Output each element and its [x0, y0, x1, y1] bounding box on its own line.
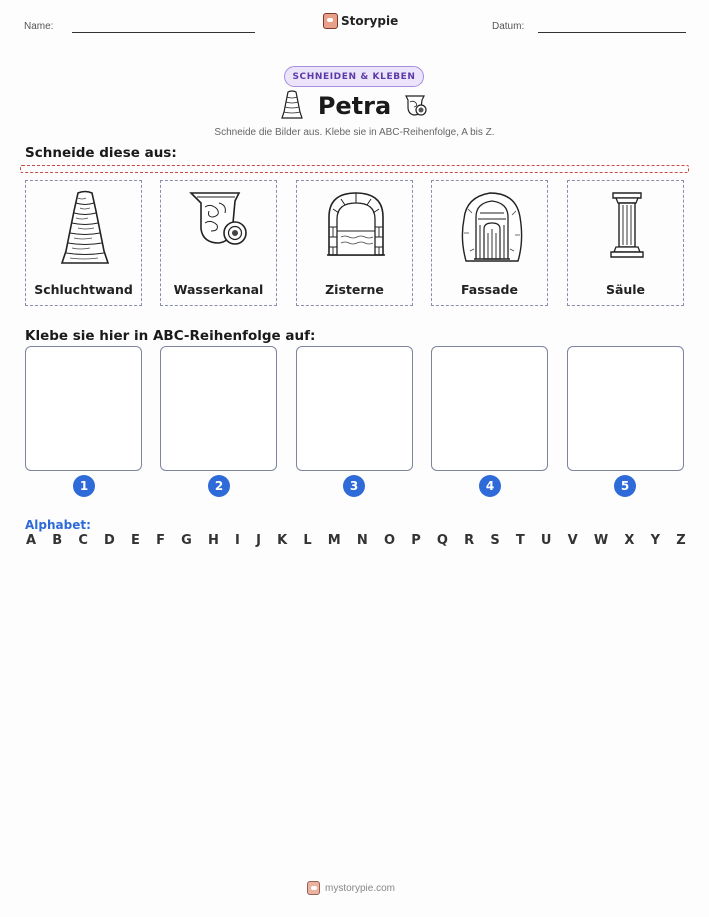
- column-icon: [596, 189, 658, 261]
- paste-section-heading: Klebe sie hier in ABC-Reihenfolge auf:: [25, 328, 316, 344]
- alphabet-letter: X: [624, 533, 635, 548]
- instructions: Schneide die Bilder aus. Klebe sie in ABC-Reihenfolge, A bis Z.: [214, 127, 495, 138]
- paste-box-1[interactable]: [25, 346, 142, 471]
- alphabet-letter: G: [181, 533, 192, 548]
- alphabet-letter: V: [567, 533, 578, 548]
- alphabet-letter: N: [356, 533, 368, 548]
- cut-card-schluchtwand[interactable]: [25, 180, 142, 306]
- paste-box-3[interactable]: [296, 346, 413, 471]
- water-channel-icon: [189, 189, 251, 259]
- cistern-icon: [325, 189, 387, 261]
- alphabet-letter: B: [52, 533, 63, 548]
- alphabet-letter: M: [327, 533, 341, 548]
- activity-badge: SCHNEIDEN & KLEBEN: [284, 66, 424, 87]
- slot-number: 5: [614, 475, 636, 497]
- cut-card-zisterne[interactable]: [296, 180, 413, 306]
- alphabet-letter: I: [235, 533, 240, 548]
- alphabet-letter: L: [303, 533, 312, 548]
- alphabet-letter: E: [131, 533, 140, 548]
- cut-card-fassade[interactable]: [431, 180, 548, 306]
- paste-box-5[interactable]: [567, 346, 684, 471]
- cut-card-saeule[interactable]: [567, 180, 684, 306]
- name-line[interactable]: [72, 32, 255, 33]
- alphabet-letter: C: [78, 533, 88, 548]
- cut-card-wasserkanal[interactable]: [160, 180, 277, 306]
- card-label: Fassade: [461, 282, 518, 297]
- brand-name: Storypie: [341, 14, 399, 28]
- alphabet-letter: A: [26, 533, 37, 548]
- slot-number: 2: [208, 475, 230, 497]
- alphabet-letter: H: [207, 533, 219, 548]
- facade-icon: [460, 189, 524, 265]
- alphabet-letter: T: [515, 533, 525, 548]
- alphabet-letter: S: [490, 533, 500, 548]
- footer: [307, 881, 395, 895]
- cut-section-heading: Schneide diese aus:: [25, 145, 177, 161]
- slot-number: 1: [73, 475, 95, 497]
- alphabet-letter: K: [277, 533, 288, 548]
- alphabet-letter: J: [256, 533, 261, 548]
- paste-box-2[interactable]: [160, 346, 277, 471]
- storypie-logo-icon: [323, 13, 338, 29]
- date-line[interactable]: [538, 32, 686, 33]
- alphabet-letter: O: [383, 533, 396, 548]
- slot-number: 4: [479, 475, 501, 497]
- alphabet-letter: F: [156, 533, 165, 548]
- alphabet-letter: W: [593, 533, 609, 548]
- date-label: Datum:: [492, 21, 525, 32]
- footer-url[interactable]: mystorypie.com: [325, 882, 396, 894]
- slot-number: 3: [343, 475, 365, 497]
- page-title: Petra: [317, 92, 392, 120]
- paste-box-4[interactable]: [431, 346, 548, 471]
- card-label: Wasserkanal: [173, 282, 264, 297]
- alphabet-letter: Z: [676, 533, 686, 548]
- alphabet-heading: Alphabet:: [25, 518, 91, 532]
- storypie-logo-icon: [307, 881, 320, 895]
- title-decoration-right-icon: [404, 94, 430, 122]
- alphabet-letter: Q: [436, 533, 448, 548]
- card-label: Säule: [605, 282, 646, 297]
- alphabet-letter: D: [104, 533, 115, 548]
- canyon-wall-icon: [54, 189, 116, 267]
- name-label: Name:: [24, 21, 54, 32]
- cut-line: [20, 165, 689, 173]
- alphabet-letter: R: [464, 533, 475, 548]
- alphabet-row: [26, 533, 686, 548]
- card-label: Schluchtwand: [34, 282, 133, 297]
- alphabet-letter: Y: [650, 533, 661, 548]
- brand-logo: [323, 13, 398, 29]
- alphabet-letter: U: [540, 533, 552, 548]
- alphabet-letter: P: [411, 533, 421, 548]
- card-label: Zisterne: [325, 282, 384, 297]
